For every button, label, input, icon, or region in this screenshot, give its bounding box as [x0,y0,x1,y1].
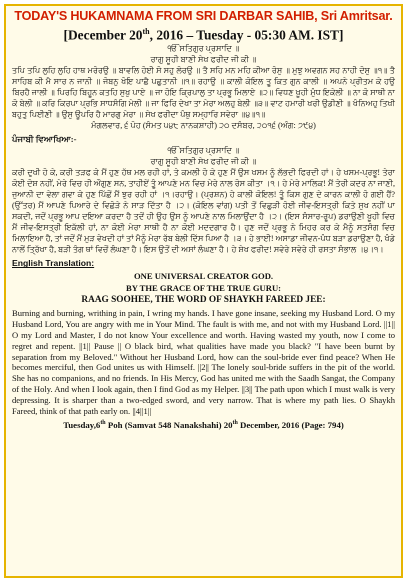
date-time-header [12,24,395,43]
punjabi-invocation: ੴ ਸਤਿਗੁਰ ਪ੍ਰਸਾਦਿ ॥ [167,146,240,156]
english-translation: Burning and burning, writhing in pain, I wring my hands. I have gone insane, seeking my Husband Lord. O my Husband Lord, You are angry with me in Your Mind. The fault is with me, and not with my Husband Lord. ||1|| O my Lord and Master, I do not know Your excellence and worth. Having wasted my youth, now I come to regret and repent. ||1|| Pause || O black bird, what qualities have made you black? "I have been burnt by separation from my Beloved." Without her Husband Lord, how can the soul-bride ever find peace? When He becomes merciful, then God unites us with Himself. ||2|| The lonely soul-bride suffers in the pit of the world. She has no companions, and no friends. In His Mercy, God has united me with the Saadh Sangat, the Company of the Holy. And when I look again, then I find God as my Helper. ||3|| The path upon which I must walk is very depressing. It is sharper than a two-edged sword, and very narrow. That is where my path lies. O Shaykh Fareed, think of that path early on. ||4||1|| [12,308,395,416]
english-grace-line: BY THE GRACE OF THE TRUE GURU: [125,283,282,294]
english-invocation: ONE UNIVERSAL CREATOR GOD. [133,271,274,282]
gurmukhi-invocation: ੴ ਸਤਿਗੁਰ ਪ੍ਰਸਾਦਿ ॥ [167,44,240,54]
gurmukhi-raag-line: ਰਾਗੁ ਸੂਹੀ ਬਾਣੀ ਸੇਖ ਫਰੀਦ ਜੀ ਕੀ ॥ [150,55,257,65]
date-rest: , 2016 – Tuesday - 05:30 AM. IST] [149,27,344,43]
footer-date-sup: th [232,420,238,427]
gurmukhi-date-line: ਮੰਗਲਵਾਰ, ੬ ਪੋਹ (ਸੰਮਤ ੫੪੮ ਨਾਨਕਸ਼ਾਹੀ) ੨੦ ਦਸੰਬਰ, ੨੦੧੬ (ਅੰਗ: ੭੯੪) [91,121,316,131]
footer-date-line [12,419,395,431]
page-title: TODAY'S HUKAMNAMA FROM SRI DARBAR SAHIB, Sri Amritsar. [14,9,393,23]
punjabi-raag-line: ਰਾਗੁ ਸੂਹੀ ਬਾਣੀ ਸੇਖ ਫਰੀਦ ਜੀ ਕੀ ॥ [150,157,257,167]
footer-rest: Poh (Samvat 548 Nanakshahi) 20 [105,420,233,431]
footer-day-sup: th [100,420,106,427]
date-open: [December 20 [63,27,143,43]
gurmukhi-shabad: ਤਪਿ ਤਪਿ ਲੁਹਿ ਲੁਹਿ ਹਾਥ ਮਰੋਰਉ ॥ ਬਾਵਲਿ ਹੋਈ ਸੋ ਸਹੁ ਲੋਰਉ ॥ ਤੈ ਸਹਿ ਮਨ ਮਹਿ ਕੀਆ ਰੋਸੁ ॥ ਮੁਝੁ ਅਵਗਨ ਸਹ ਨਾਹੀ ਦੋਸੁ ॥੧॥ ਤੈ ਸਾਹਿਬ ਕੀ ਮੈ ਸਾਰ ਨ ਜਾਨੀ ॥ ਜੋਬਨੁ ਖੋਇ ਪਾਛੈ ਪਛੁਤਾਨੀ ॥੧॥ ਰਹਾਉ ॥ ਕਾਲੀ ਕੋਇਲ ਤੂ ਕਿਤ ਗੁਨ ਕਾਲੀ ॥ ਅਪਨੇ ਪ੍ਰੀਤਮ ਕੇ ਹਉ ਬਿਰਹੈ ਜਾਲੀ ॥ ਪਿਰਹਿ ਬਿਹੂਨ ਕਤਹਿ ਸੁਖੁ ਪਾਏ ॥ ਜਾ ਹੋਇ ਕ੍ਰਿਪਾਲੁ ਤਾ ਪ੍ਰਭੂ ਮਿਲਾਏ ॥੨॥ ਵਿਧਣ ਖੂਹੀ ਮੁੰਧ ਇਕੇਲੀ ॥ ਨਾ ਕੋ ਸਾਥੀ ਨਾ ਕੋ ਬੇਲੀ ॥ ਕਰਿ ਕਿਰਪਾ ਪ੍ਰਭਿ ਸਾਧਸੰਗਿ ਮੇਲੀ ॥ ਜਾ ਫਿਰਿ ਦੇਖਾ ਤਾ ਮੇਰਾ ਅਲਹੁ ਬੇਲੀ ॥੩॥ ਵਾਟ ਹਮਾਰੀ ਖਰੀ ਉਡੀਣੀ ॥ ਖੰਨਿਅਹੁ ਤਿਖੀ ਬਹੁਤੁ ਪਿਈਣੀ ॥ ਉਸੁ ਊਪਰਿ ਹੈ ਮਾਰਗੁ ਮੇਰਾ ॥ ਸੇਖ ਫਰੀਦਾ ਪੰਥੁ ਸਮ੍ਹਾਰਿ ਸਵੇਰਾ ॥੪॥੧॥ [12,66,395,120]
english-raag-heading: RAAG SOOHEE, THE WORD OF SHAYKH FAREED JEE: [81,295,326,306]
punjabi-vyakhya: ਕਰੀ ਦੁਖੀ ਹੋ ਕੇ, ਕਰੀ ਤੜਫ ਕੇ ਮੈਂ ਹੁਣ ਹੱਥ ਮਲ ਰਹੀ ਹਾਂ, ਤੇ ਕਮਲੀ ਹੋ ਕੇ ਹੁਣ ਮੈਂ ਉਸ ਖਸਮ ਨੂੰ ਲੱਭਦੀ ਫਿਰਦੀ ਹਾਂ। ਹੇ ਖਸਮ-ਪ੍ਰਭੂ! ਤੇਰਾ ਕੋਈ ਦੋਸ਼ ਨਹੀਂ, ਮੇਰੇ ਵਿਚ ਹੀ ਔਗੁਣ ਸਨ, ਤਾਹੀਏਂ ਤੂੰ ਆਪਣੇ ਮਨ ਵਿਚ ਮੇਰੇ ਨਾਲ ਰੋਸ ਕੀਤਾ ।੧। ਹੇ ਮੇਰੇ ਮਾਲਿਕ! ਮੈਂ ਤੇਰੀ ਕਦਰ ਨਾ ਜਾਣੀ, ਜੁਆਨੀ ਦਾ ਵੇਲਾ ਗਵਾ ਕੇ ਹੁਣ ਪਿੱਛੋਂ ਮੈਂ ਝੁਰ ਰਹੀ ਹਾਂ ।੧।ਰਹਾਉ। (ਪ੍ਰਸ਼ਨ) ਹੇ ਕਾਲੀ ਕੋਇਲ! ਤੂੰ ਕਿਸ ਗੁਣ ਦੇ ਕਾਰਨ ਕਾਲੀ ਹੋ ਗਈ ਹੈਂ? (ਉੱਤਰ) ਮੈਂ ਆਪਣੇ ਪਿਆਰੇ ਦੇ ਵਿਛੋੜੇ ਨੇ ਸਾੜ ਦਿੱਤਾ ਹੈ ।੨। (ਕੋਇਲ ਵਾਂਗ) ਪਤੀ ਤੋਂ ਵਿਛੁੜੀ ਹੋਈ ਜੀਵ-ਇਸਤ੍ਰੀ ਕਿਤੇ ਸੁਖ ਨਹੀਂ ਪਾ ਸਕਦੀ, ਜਦੋਂ ਪ੍ਰਭੂ ਆਪ ਦਇਆ ਕਰਦਾ ਹੈ ਤਦੋਂ ਹੀ ਉਹ ਉਸ ਨੂੰ ਆਪਣੇ ਨਾਲ ਮਿਲਾਉਂਦਾ ਹੈ ।੨। (ਇਸ ਸੰਸਾਰ-ਰੂਪ) ਡਰਾਉਣੀ ਖੂਹੀ ਵਿਚ ਮੈਂ ਜੀਵ-ਇਸਤ੍ਰੀ ਇਕੱਲੀ ਹਾਂ, ਨਾ ਕੋਈ ਮੇਰਾ ਸਾਥੀ ਹੈ ਨਾ ਕੋਈ ਮਦਦਗਾਰ ਹੈ। ਹੁਣ ਜਦੋਂ ਪ੍ਰਭੂ ਨੇ ਮਿਹਰ ਕਰ ਕੇ ਮੈਨੂੰ ਸਤਸੰਗ ਵਿਚ ਮਿਲਾਇਆ ਹੈ, ਤਾਂ ਜਦੋਂ ਮੈਂ ਮੁੜ ਵੇਖਦੀ ਹਾਂ ਤਾਂ ਮੈਨੂੰ ਮੇਰਾ ਰੱਬ ਬੇਲੀ ਦਿੱਸ ਪਿਆ ਹੈ ।੩। ਹੇ ਭਾਈ! ਅਸਾਡਾ ਜੀਵਨ-ਪੰਧ ਬੜਾ ਡਰਾਉਣਾ ਹੈ, ਖੰਡੇ ਨਾਲੋਂ ਤ੍ਰਿੱਖਾ ਹੈ, ਬੜੀ ਤੰਗ ਥਾਂ ਵਿਚੋਂ ਲੰਘਣਾ ਹੈ। ਇਸ ਉਤੋਂ ਦੀ ਅਸਾਂ ਲੰਘਣਾ ਹੈ। ਹੇ ਸ਼ੇਖ ਫਰੀਦ! ਸਵੇਰੇ ਸਵੇਰੇ ਹੀ ਰਸਤਾ ਸੰਭਾਲ ।੪।੧। [12,168,395,255]
footer-tail: December, 2016 (Page: 794) [237,420,344,431]
english-translation-label: English Translation: [12,258,95,269]
punjabi-vyakhya-label: ਪੰਜਾਬੀ ਵਿਆਖਿਆ:- [12,134,77,145]
footer-day: Tuesday,6 [63,420,101,431]
date-superscript: th [142,27,150,36]
hukamnama-page [4,4,403,578]
